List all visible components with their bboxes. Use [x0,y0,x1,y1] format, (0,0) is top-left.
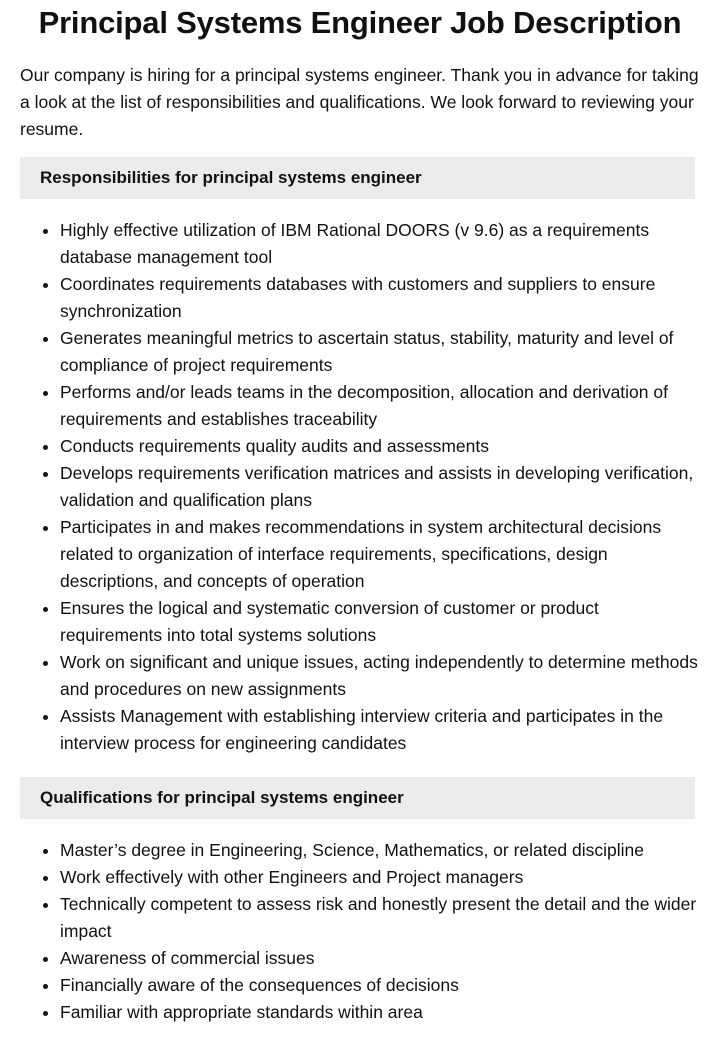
list-item: • Performs and/or leads teams in the decomposition, allocation and derivation of requirements and establishes traceability [60,379,700,433]
list-item: • Highly effective utilization of IBM Rational DOORS (v 9.6) as a requirements database management tool [60,217,700,271]
list-item: • Generates meaningful metrics to ascertain status, stability, maturity and level of compliance of project requirements [60,325,700,379]
responsibilities-list [20,217,700,757]
list-item: • Participates in and makes recommendations in system architectural decisions related to organization of interface requirements, specifications, design descriptions, and concepts of operation [60,514,700,595]
list-item: • Familiar with appropriate standards within area [60,999,700,1026]
list-item: • Conducts requirements quality audits and assessments [60,433,700,460]
list-item: • Ensures the logical and systematic conversion of customer or product requirements into total systems solutions [60,595,700,649]
list-item: • Financially aware of the consequences of decisions [60,972,700,999]
responsibilities-heading: Responsibilities for principal systems engineer [20,157,695,199]
list-item: • Develops requirements verification matrices and assists in developing verification, validation and qualification plans [60,460,700,514]
list-item: • Work effectively with other Engineers and Project managers [60,864,700,891]
list-item: • Technically competent to assess risk and honestly present the detail and the wider impact [60,891,700,945]
qualifications-list [20,837,700,1026]
page-title: Principal Systems Engineer Job Description [38,5,682,40]
list-item: • Work on significant and unique issues, acting independently to determine methods and procedures on new assignments [60,649,700,703]
list-item: • Awareness of commercial issues [60,945,700,972]
list-item: • Master’s degree in Engineering, Science, Mathematics, or related discipline [60,837,700,864]
intro-paragraph: Our company is hiring for a principal systems engineer. Thank you in advance for taking a look at the list of responsibilities and qualifications. We look forward to reviewing your resume. [20,65,699,139]
qualifications-heading: Qualifications for principal systems engineer [20,777,695,819]
list-item: • Assists Management with establishing interview criteria and participates in the interview process for engineering candidates [60,703,700,757]
list-item: • Coordinates requirements databases with customers and suppliers to ensure synchronization [60,271,700,325]
